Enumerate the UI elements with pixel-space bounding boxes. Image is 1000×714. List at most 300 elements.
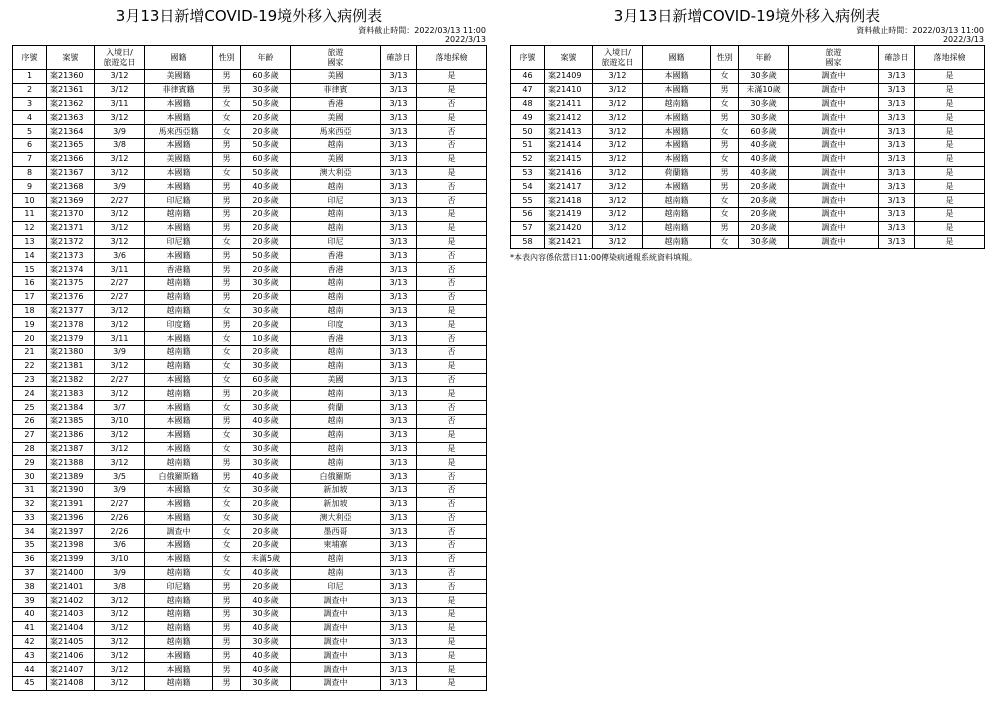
cell-sex: 男 [711, 166, 739, 180]
cell-travel-country: 越南 [291, 304, 381, 318]
cell-nationality: 本國籍 [145, 483, 213, 497]
cell-entry-date: 3/6 [95, 249, 145, 263]
table-row [13, 138, 487, 152]
cell-landing-test: 否 [417, 539, 487, 553]
cell-landing-test: 否 [417, 194, 487, 208]
cell-sex: 女 [213, 97, 241, 111]
cell-case-no: 案21406 [47, 649, 95, 663]
cell-entry-date: 3/9 [95, 345, 145, 359]
cell-entry-date: 3/12 [95, 649, 145, 663]
cell-confirm-date: 3/13 [381, 359, 417, 373]
cell-travel-country: 調查中 [789, 221, 879, 235]
cell-entry-date: 3/12 [95, 166, 145, 180]
cell-confirm-date: 3/13 [381, 511, 417, 525]
cell-travel-country: 調查中 [789, 180, 879, 194]
cell-case-no: 案21391 [47, 497, 95, 511]
cell-travel-country: 越南 [291, 566, 381, 580]
cell-landing-test: 是 [915, 207, 985, 221]
cell-nationality: 本國籍 [145, 221, 213, 235]
cell-travel-country: 印度 [291, 318, 381, 332]
cell-age: 20多歲 [739, 207, 789, 221]
cell-landing-test: 否 [417, 373, 487, 387]
cell-travel-country: 調查中 [291, 621, 381, 635]
cell-age: 50多歲 [241, 138, 291, 152]
cell-landing-test: 是 [915, 221, 985, 235]
cell-case-no: 案21376 [47, 290, 95, 304]
header-confirm-date: 確診日 [879, 46, 915, 70]
table-row [13, 663, 487, 677]
cell-case-no: 案21396 [47, 511, 95, 525]
table-row [511, 221, 985, 235]
cell-age: 20多歲 [241, 345, 291, 359]
cell-nationality: 本國籍 [145, 373, 213, 387]
cell-travel-country: 越南 [291, 180, 381, 194]
cell-entry-date: 3/9 [95, 125, 145, 139]
cell-age: 未滿5歲 [241, 552, 291, 566]
cell-confirm-date: 3/13 [381, 470, 417, 484]
cell-entry-date: 3/12 [593, 83, 643, 97]
cell-age: 30多歲 [739, 70, 789, 84]
cell-landing-test: 是 [417, 649, 487, 663]
cell-landing-test: 否 [417, 97, 487, 111]
cell-travel-country: 調查中 [291, 677, 381, 691]
header-case-no: 案號 [545, 46, 593, 70]
cell-entry-date: 3/12 [95, 318, 145, 332]
cell-landing-test: 否 [417, 125, 487, 139]
cell-landing-test: 否 [417, 414, 487, 428]
table-row [13, 470, 487, 484]
cell-confirm-date: 3/13 [879, 125, 915, 139]
cell-entry-date: 3/12 [593, 152, 643, 166]
cell-landing-test: 是 [417, 608, 487, 622]
cell-seq: 16 [13, 276, 47, 290]
cell-sex: 女 [213, 497, 241, 511]
cell-travel-country: 調查中 [291, 663, 381, 677]
cell-travel-country: 調查中 [789, 207, 879, 221]
table-row [13, 97, 487, 111]
table-row [13, 180, 487, 194]
header-landing-test: 落地採檢 [915, 46, 985, 70]
cell-age: 20多歲 [241, 263, 291, 277]
cell-travel-country: 美國 [291, 111, 381, 125]
cell-landing-test: 是 [915, 166, 985, 180]
cell-entry-date: 3/5 [95, 470, 145, 484]
cell-age: 40多歲 [739, 152, 789, 166]
cell-nationality: 越南籍 [145, 276, 213, 290]
cell-seq: 13 [13, 235, 47, 249]
cell-seq: 35 [13, 539, 47, 553]
cell-seq: 18 [13, 304, 47, 318]
cell-case-no: 案21372 [47, 235, 95, 249]
cell-case-no: 案21384 [47, 401, 95, 415]
table-row [511, 70, 985, 84]
cell-landing-test: 是 [417, 663, 487, 677]
cell-landing-test: 是 [915, 111, 985, 125]
table-row [13, 263, 487, 277]
table-row [13, 290, 487, 304]
cell-entry-date: 3/6 [95, 539, 145, 553]
cell-nationality: 本國籍 [145, 663, 213, 677]
cell-nationality: 越南籍 [145, 207, 213, 221]
cell-case-no: 案21416 [545, 166, 593, 180]
cell-seq: 42 [13, 635, 47, 649]
header-sex: 性別 [711, 46, 739, 70]
cell-sex: 男 [213, 663, 241, 677]
cell-seq: 21 [13, 345, 47, 359]
cell-age: 30多歲 [241, 608, 291, 622]
cell-landing-test: 是 [417, 304, 487, 318]
cell-seq: 34 [13, 525, 47, 539]
cell-case-no: 案21400 [47, 566, 95, 580]
cell-age: 30多歲 [739, 235, 789, 249]
cell-nationality: 本國籍 [145, 497, 213, 511]
cell-confirm-date: 3/13 [381, 207, 417, 221]
cell-travel-country: 調查中 [789, 152, 879, 166]
cell-age: 20多歲 [241, 525, 291, 539]
cell-seq: 4 [13, 111, 47, 125]
cell-confirm-date: 3/13 [381, 97, 417, 111]
cell-travel-country: 越南 [291, 276, 381, 290]
cell-landing-test: 是 [417, 621, 487, 635]
cell-nationality: 印尼籍 [145, 235, 213, 249]
cell-travel-country: 澳大利亞 [291, 166, 381, 180]
cell-confirm-date: 3/13 [381, 525, 417, 539]
cell-sex: 男 [213, 83, 241, 97]
table-row [13, 566, 487, 580]
cell-age: 60多歲 [241, 152, 291, 166]
cell-case-no: 案21370 [47, 207, 95, 221]
cell-case-no: 案21390 [47, 483, 95, 497]
table-row [13, 359, 487, 373]
table-row [13, 635, 487, 649]
cell-confirm-date: 3/13 [381, 677, 417, 691]
cell-seq: 44 [13, 663, 47, 677]
cell-sex: 女 [213, 359, 241, 373]
table-row [13, 552, 487, 566]
cell-nationality: 本國籍 [643, 70, 711, 84]
cell-entry-date: 3/12 [593, 180, 643, 194]
cell-travel-country: 越南 [291, 428, 381, 442]
cell-nationality: 越南籍 [145, 594, 213, 608]
cell-landing-test: 否 [417, 552, 487, 566]
cell-confirm-date: 3/13 [381, 235, 417, 249]
cell-age: 20多歲 [241, 497, 291, 511]
cell-travel-country: 越南 [291, 359, 381, 373]
cell-travel-country: 調查中 [789, 166, 879, 180]
cell-travel-country: 美國 [291, 152, 381, 166]
cell-nationality: 本國籍 [145, 552, 213, 566]
cell-confirm-date: 3/13 [381, 138, 417, 152]
cell-age: 20多歲 [241, 387, 291, 401]
right-page [510, 0, 984, 263]
cell-seq: 2 [13, 83, 47, 97]
cell-nationality: 本國籍 [145, 511, 213, 525]
cell-nationality: 菲律賓籍 [145, 83, 213, 97]
cell-sex: 男 [213, 221, 241, 235]
cell-sex: 女 [213, 552, 241, 566]
table-header [511, 46, 985, 70]
cell-age: 20多歲 [241, 194, 291, 208]
cell-case-no: 案21361 [47, 83, 95, 97]
cell-case-no: 案21365 [47, 138, 95, 152]
cell-sex: 男 [213, 290, 241, 304]
cell-nationality: 本國籍 [643, 125, 711, 139]
cell-landing-test: 否 [417, 483, 487, 497]
cell-travel-country: 調查中 [789, 138, 879, 152]
cell-landing-test: 是 [915, 194, 985, 208]
cell-entry-date: 3/12 [593, 194, 643, 208]
cell-entry-date: 3/10 [95, 552, 145, 566]
cell-landing-test: 是 [417, 428, 487, 442]
cell-landing-test: 是 [915, 83, 985, 97]
cell-age: 30多歲 [241, 276, 291, 290]
cell-entry-date: 3/12 [95, 635, 145, 649]
cell-travel-country: 墨西哥 [291, 525, 381, 539]
cell-sex: 男 [213, 276, 241, 290]
cell-entry-date: 2/26 [95, 511, 145, 525]
cell-travel-country: 越南 [291, 456, 381, 470]
cell-case-no: 案21415 [545, 152, 593, 166]
table-row [13, 677, 487, 691]
cell-nationality: 本國籍 [643, 83, 711, 97]
cell-confirm-date: 3/13 [381, 221, 417, 235]
cell-seq: 52 [511, 152, 545, 166]
table-row [13, 70, 487, 84]
cell-confirm-date: 3/13 [879, 97, 915, 111]
cell-seq: 40 [13, 608, 47, 622]
cell-case-no: 案21368 [47, 180, 95, 194]
cell-nationality: 本國籍 [145, 166, 213, 180]
table-row [13, 428, 487, 442]
cell-sex: 男 [213, 70, 241, 84]
cell-age: 30多歲 [241, 442, 291, 456]
cell-case-no: 案21374 [47, 263, 95, 277]
cell-entry-date: 3/12 [95, 442, 145, 456]
table-row [13, 125, 487, 139]
cell-confirm-date: 3/13 [381, 483, 417, 497]
cell-confirm-date: 3/13 [879, 194, 915, 208]
cell-age: 40多歲 [739, 138, 789, 152]
cell-entry-date: 3/8 [95, 138, 145, 152]
cell-seq: 23 [13, 373, 47, 387]
cell-travel-country: 調查中 [789, 235, 879, 249]
cell-case-no: 案21389 [47, 470, 95, 484]
cell-case-no: 案21382 [47, 373, 95, 387]
table-row [13, 594, 487, 608]
cell-landing-test: 是 [915, 138, 985, 152]
table-row [511, 83, 985, 97]
cell-age: 20多歲 [739, 221, 789, 235]
cell-travel-country: 香港 [291, 97, 381, 111]
cell-landing-test: 是 [417, 442, 487, 456]
cell-entry-date: 2/27 [95, 373, 145, 387]
cell-entry-date: 3/12 [593, 125, 643, 139]
table-row [13, 221, 487, 235]
cell-travel-country: 越南 [291, 138, 381, 152]
cell-case-no: 案21363 [47, 111, 95, 125]
cell-age: 30多歲 [241, 511, 291, 525]
cell-seq: 50 [511, 125, 545, 139]
cell-entry-date: 3/12 [95, 207, 145, 221]
cell-nationality: 香港籍 [145, 263, 213, 277]
cell-travel-country: 香港 [291, 263, 381, 277]
cell-entry-date: 3/12 [593, 207, 643, 221]
cell-sex: 女 [213, 442, 241, 456]
cell-seq: 24 [13, 387, 47, 401]
cell-age: 30多歲 [241, 304, 291, 318]
table-body [511, 70, 985, 249]
cell-case-no: 案21386 [47, 428, 95, 442]
cell-seq: 51 [511, 138, 545, 152]
cell-age: 40多歲 [241, 649, 291, 663]
cell-nationality: 本國籍 [145, 138, 213, 152]
cell-sex: 男 [213, 180, 241, 194]
cell-confirm-date: 3/13 [381, 442, 417, 456]
cell-landing-test: 否 [417, 332, 487, 346]
cell-case-no: 案21362 [47, 97, 95, 111]
cell-seq: 7 [13, 152, 47, 166]
cell-age: 30多歲 [739, 111, 789, 125]
table-row [13, 401, 487, 415]
cell-confirm-date: 3/13 [381, 332, 417, 346]
cell-nationality: 越南籍 [145, 304, 213, 318]
cell-nationality: 馬來西亞籍 [145, 125, 213, 139]
cell-landing-test: 是 [417, 235, 487, 249]
cell-case-no: 案21402 [47, 594, 95, 608]
cell-age: 20多歲 [241, 207, 291, 221]
cell-nationality: 本國籍 [643, 180, 711, 194]
cell-confirm-date: 3/13 [381, 414, 417, 428]
cell-confirm-date: 3/13 [879, 152, 915, 166]
cell-sex: 女 [711, 125, 739, 139]
case-table-left [12, 45, 487, 691]
cell-travel-country: 調查中 [291, 594, 381, 608]
cell-nationality: 印尼籍 [145, 194, 213, 208]
cell-sex: 女 [213, 566, 241, 580]
cell-confirm-date: 3/13 [381, 649, 417, 663]
data-cutoff-time: 資料截止時間：2022/03/13 11:00 [856, 26, 984, 35]
cell-entry-date: 3/12 [593, 235, 643, 249]
table-header [13, 46, 487, 70]
cell-sex: 女 [213, 125, 241, 139]
cell-age: 30多歲 [241, 428, 291, 442]
cell-seq: 45 [13, 677, 47, 691]
cell-travel-country: 馬來西亞 [291, 125, 381, 139]
cell-travel-country: 越南 [291, 414, 381, 428]
cell-case-no: 案21367 [47, 166, 95, 180]
cell-seq: 53 [511, 166, 545, 180]
cell-nationality: 越南籍 [145, 677, 213, 691]
table-row [13, 332, 487, 346]
cell-seq: 37 [13, 566, 47, 580]
header-sex: 性別 [213, 46, 241, 70]
cell-sex: 男 [711, 221, 739, 235]
cell-confirm-date: 3/13 [381, 180, 417, 194]
cell-age: 20多歲 [241, 290, 291, 304]
cell-sex: 男 [213, 152, 241, 166]
cell-confirm-date: 3/13 [879, 138, 915, 152]
cell-case-no: 案21398 [47, 539, 95, 553]
cell-confirm-date: 3/13 [381, 608, 417, 622]
cell-travel-country: 調查中 [789, 83, 879, 97]
cell-case-no: 案21360 [47, 70, 95, 84]
cell-confirm-date: 3/13 [381, 580, 417, 594]
cell-nationality: 越南籍 [643, 235, 711, 249]
cell-nationality: 本國籍 [145, 428, 213, 442]
cell-travel-country: 印尼 [291, 235, 381, 249]
cell-sex: 男 [711, 111, 739, 125]
cell-seq: 43 [13, 649, 47, 663]
cell-travel-country: 新加坡 [291, 497, 381, 511]
cell-case-no: 案21385 [47, 414, 95, 428]
cell-landing-test: 是 [915, 180, 985, 194]
cell-entry-date: 3/12 [95, 152, 145, 166]
header-seq: 序號 [511, 46, 545, 70]
cell-nationality: 本國籍 [145, 180, 213, 194]
cell-age: 40多歲 [241, 663, 291, 677]
cell-sex: 女 [711, 97, 739, 111]
cell-travel-country: 調查中 [789, 125, 879, 139]
cell-entry-date: 3/12 [95, 221, 145, 235]
cell-seq: 55 [511, 194, 545, 208]
cell-entry-date: 3/12 [95, 677, 145, 691]
cell-entry-date: 3/11 [95, 97, 145, 111]
cell-seq: 8 [13, 166, 47, 180]
cell-nationality: 白俄羅斯籍 [145, 470, 213, 484]
cell-case-no: 案21366 [47, 152, 95, 166]
cell-seq: 49 [511, 111, 545, 125]
cell-landing-test: 否 [417, 249, 487, 263]
header-entry-date: 入境日/ 旅遊迄日 [95, 46, 145, 70]
cell-age: 30多歲 [739, 97, 789, 111]
cell-entry-date: 3/12 [593, 221, 643, 235]
cell-sex: 女 [711, 70, 739, 84]
cell-entry-date: 3/12 [95, 608, 145, 622]
cell-age: 20多歲 [241, 235, 291, 249]
cell-landing-test: 是 [417, 166, 487, 180]
cell-travel-country: 美國 [291, 70, 381, 84]
header-nationality: 國籍 [643, 46, 711, 70]
cell-landing-test: 是 [417, 318, 487, 332]
cell-entry-date: 3/12 [593, 138, 643, 152]
cell-travel-country: 香港 [291, 249, 381, 263]
cell-case-no: 案21364 [47, 125, 95, 139]
cell-age: 40多歲 [241, 621, 291, 635]
cell-sex: 男 [213, 194, 241, 208]
table-row [511, 207, 985, 221]
cell-nationality: 本國籍 [643, 138, 711, 152]
cell-case-no: 案21413 [545, 125, 593, 139]
cell-age: 60多歲 [739, 125, 789, 139]
cell-sex: 女 [213, 511, 241, 525]
header-travel-country: 旅遊 國家 [789, 46, 879, 70]
cell-confirm-date: 3/13 [381, 290, 417, 304]
cell-seq: 19 [13, 318, 47, 332]
cell-landing-test: 是 [417, 677, 487, 691]
cell-entry-date: 3/12 [95, 359, 145, 373]
cell-confirm-date: 3/13 [381, 566, 417, 580]
cell-landing-test: 是 [417, 387, 487, 401]
cell-sex: 男 [213, 621, 241, 635]
cell-entry-date: 3/12 [95, 456, 145, 470]
cell-entry-date: 2/27 [95, 290, 145, 304]
cell-seq: 10 [13, 194, 47, 208]
header-case-no: 案號 [47, 46, 95, 70]
table-row [511, 97, 985, 111]
table-row [13, 649, 487, 663]
cell-landing-test: 是 [417, 456, 487, 470]
cell-seq: 57 [511, 221, 545, 235]
